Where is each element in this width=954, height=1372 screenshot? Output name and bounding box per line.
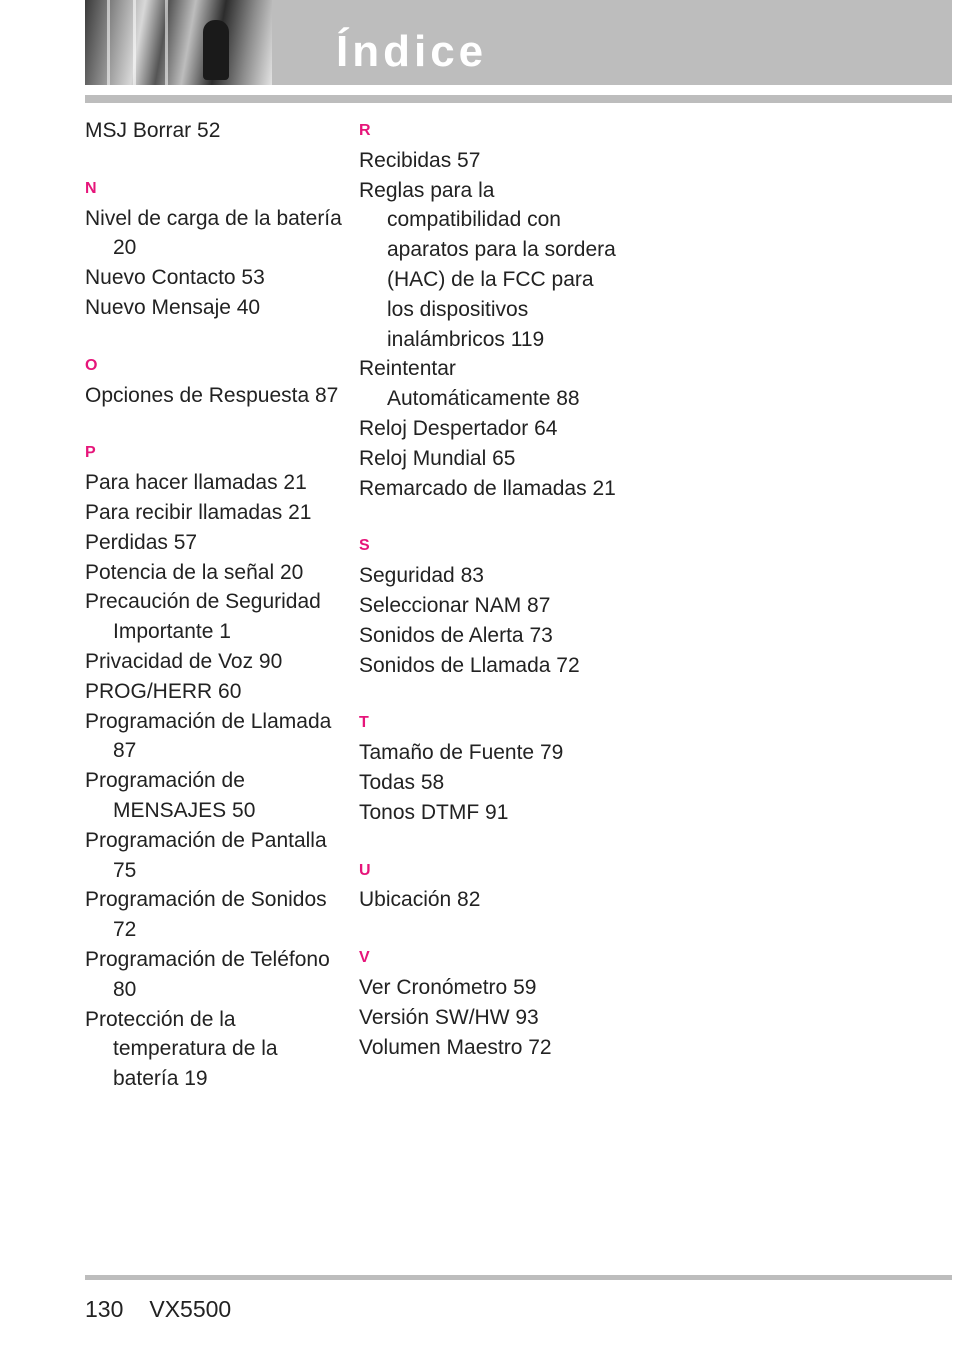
index-section — [359, 116, 619, 503]
index-entry: Potencia de la señal 20 — [85, 560, 304, 584]
index-section — [85, 116, 345, 146]
index-entry: Para hacer llamadas 21 — [85, 471, 307, 495]
header-photo — [85, 0, 272, 85]
index-entry: Volumen Maestro 72 — [359, 1035, 552, 1059]
index-entry: Reloj Despertador 64 — [359, 416, 558, 440]
index-entry: Programación de MENSAJES 50 — [85, 769, 256, 822]
index-entry: Privacidad de Voz 90 — [85, 649, 283, 673]
section-letter: S — [359, 537, 370, 555]
index-entry: Sonidos de Alerta 73 — [359, 623, 553, 647]
index-entry: Nuevo Mensaje 40 — [85, 295, 261, 319]
index-entry: PROG/HERR 60 — [85, 679, 242, 703]
index-column-left — [85, 116, 345, 1094]
index-entry: Tamaño de Fuente 79 — [359, 741, 564, 765]
index-entry: Perdidas 57 — [85, 530, 198, 554]
index-entry: Tonos DTMF 91 — [359, 800, 509, 824]
index-column-right — [359, 116, 619, 1062]
footer-rule — [85, 1275, 952, 1280]
index-entry: Protección de la temperatura de la batería 19 — [85, 1007, 278, 1091]
index-entry: Opciones de Respuesta 87 — [85, 383, 339, 407]
index-section — [85, 438, 345, 1094]
section-letter: R — [359, 122, 371, 139]
section-letter: U — [359, 861, 371, 879]
index-entry: Recibidas 57 — [359, 148, 481, 172]
index-entry: Ubicación 82 — [359, 888, 481, 912]
index-section — [359, 531, 619, 680]
section-letter: O — [85, 356, 98, 374]
index-section — [359, 708, 619, 827]
index-section — [359, 856, 619, 916]
section-letter: P — [85, 444, 96, 462]
model-name: VX5500 — [149, 1296, 232, 1322]
index-entry: Programación de Sonidos 72 — [85, 888, 327, 942]
index-entry: Ver Cronómetro 59 — [359, 975, 537, 999]
index-entry: Reglas para la compatibilidad con aparatos para la sordera (HAC) de la FCC para los dispositivos inalámbricos 119 — [359, 178, 616, 351]
index-entry: Seleccionar NAM 87 — [359, 593, 551, 617]
section-letter: N — [85, 179, 97, 197]
index-section — [85, 174, 345, 323]
index-entry: Programación de Llamada 87 — [85, 709, 332, 763]
index-entry: Programación de Teléfono 80 — [85, 947, 330, 1001]
index-entry: Nivel de carga de la batería 20 — [85, 206, 342, 260]
section-letter: V — [359, 949, 370, 967]
index-entry: Todas 58 — [359, 770, 445, 794]
index-entry: Sonidos de Llamada 72 — [359, 653, 580, 677]
footer — [85, 1296, 257, 1323]
index-entry: Nuevo Contacto 53 — [85, 266, 265, 290]
index-entry: Para recibir llamadas 21 — [85, 500, 312, 524]
page-title: Índice — [336, 27, 488, 76]
index-entry: Remarcado de llamadas 21 — [359, 476, 616, 500]
person-figure — [203, 20, 229, 80]
index-entry: Precaución de Seguridad Importante 1 — [85, 590, 321, 644]
index-section — [85, 351, 345, 411]
page-number: 130 — [85, 1296, 124, 1322]
index-entry: Seguridad 83 — [359, 564, 484, 588]
index-entry: Reintentar Automáticamente 88 — [359, 357, 580, 411]
index-entry: Versión SW/HW 93 — [359, 1005, 539, 1029]
index-entry: Programación de Pantalla 75 — [85, 828, 327, 882]
index-entry: Reloj Mundial 65 — [359, 446, 516, 470]
section-letter: T — [359, 714, 369, 732]
index-entry: MSJ Borrar 52 — [85, 119, 221, 142]
index-section — [359, 943, 619, 1062]
header-rule — [85, 95, 952, 103]
